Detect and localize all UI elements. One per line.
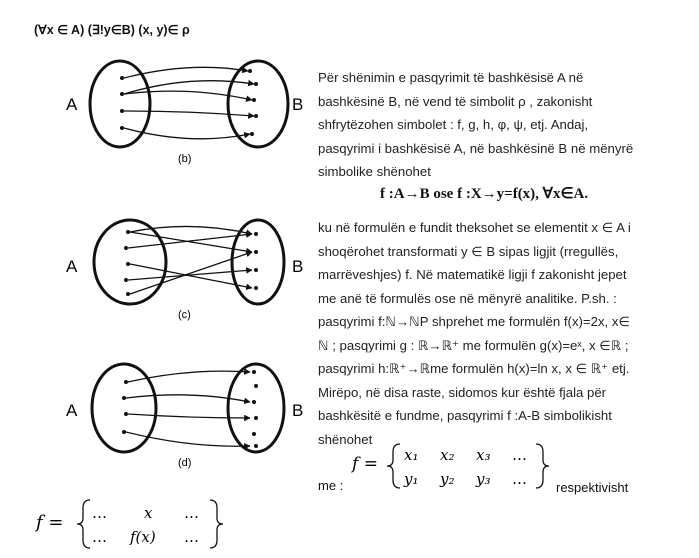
matrix-cell: … <box>92 528 107 546</box>
set-b-label: B <box>292 95 304 114</box>
set-b-label: B <box>292 257 304 276</box>
caption-b: (b) <box>178 153 192 165</box>
text-line: shënohet <box>318 431 373 447</box>
mapping-diagram-c <box>60 212 330 324</box>
mapping-formula: f :A→B ose f :X→y=f(x), ∀x∈A. <box>380 186 589 202</box>
text-line: ℕ ; pasqyrimi g : ℝ→ℝ⁺ me formulën g(x)=eˣ, x ∈ℝ ; <box>318 337 629 353</box>
set-b-label: B <box>292 401 304 420</box>
set-b-oval <box>228 364 284 452</box>
matrix-cell: … <box>512 446 527 464</box>
text-line: shfrytëzohen simbolet : f, g, h, φ, ψ, etj. Andaj, <box>318 117 589 132</box>
header-formula: (∀x ∈ A) (∃!y∈B) (x, y)∈ ρ <box>34 23 190 37</box>
general-mapping-matrix <box>34 494 234 552</box>
matrix-cell: … <box>184 528 199 546</box>
matrix-f-eq: f = <box>36 512 64 533</box>
text-line: pasqyrimi i bashkësisë A, në bashkësinë B në mënyrë <box>318 140 634 156</box>
text-line: pasqyrimi f:ℕ→ℕP shprehet me formulën f(x)=2x, x∈ <box>318 314 630 329</box>
matrix-cell: x₃ <box>476 446 491 464</box>
text-line: Mirëpo, në disa raste, sidomos kur është fjala për <box>318 384 607 400</box>
matrix-f-eq: f = <box>352 454 378 474</box>
set-b-oval <box>228 61 288 147</box>
set-a-label: A <box>66 95 78 114</box>
matrix-cell: … <box>512 470 527 488</box>
matrix-cell: … <box>92 504 107 522</box>
left-brace <box>77 500 90 548</box>
matrix-cell: y₃ <box>476 470 491 488</box>
text-line: bashkësitë e fundme, pasqyrimi f :A-B simbolikisht <box>318 408 612 423</box>
paragraph-examples <box>318 216 678 451</box>
matrix-cell: f(x) <box>130 528 156 546</box>
text-line: bashkësinë B, në vend të simbolit ρ , zakonisht <box>318 93 593 109</box>
right-brace <box>536 444 549 488</box>
text-line: pasqyrimi h:ℝ⁺→ℝme formulën h(x)=ln x, x ∈ ℝ⁺ etj. <box>318 361 630 376</box>
matrix-prefix: me : <box>318 478 344 493</box>
left-brace <box>387 444 400 488</box>
matrix-cell: x₁ <box>404 446 419 464</box>
paragraph-mapping-notation <box>318 66 678 184</box>
text-line: me anë të formulës ose në mënyrë analitike. P.sh. : <box>318 290 617 306</box>
matrix-cell: … <box>184 504 199 522</box>
text-line: shoqërohet transformati y ∈ B sipas ligjit (rregullës, <box>318 243 619 259</box>
finite-mapping-matrix <box>348 438 558 494</box>
set-a-oval <box>92 364 156 452</box>
set-a-label: A <box>66 257 78 276</box>
text-line: ku në formulën e fundit theksohet se elementit x ∈ A i <box>318 220 631 235</box>
set-b-oval <box>232 220 284 304</box>
caption-d: (d) <box>178 457 192 469</box>
matrix-cell: x₂ <box>440 446 455 464</box>
text-line: marrëveshjes) f. Në matematikë ligji f zakonisht jepet <box>318 267 627 282</box>
matrix-cell: x <box>144 504 153 522</box>
set-a-label: A <box>66 401 78 420</box>
matrix-suffix: respektivisht <box>556 480 629 495</box>
mapping-diagram-b <box>60 56 330 176</box>
matrix-cell: y₁ <box>404 470 419 488</box>
right-brace <box>210 500 223 548</box>
matrix-cell: y₂ <box>440 470 455 488</box>
caption-c: (c) <box>178 309 191 321</box>
text-line: Për shënimin e pasqyrimit të bashkësisë A në <box>318 70 584 85</box>
mapping-diagram-d <box>60 358 330 470</box>
text-line: simbolike shënohet <box>318 164 431 179</box>
